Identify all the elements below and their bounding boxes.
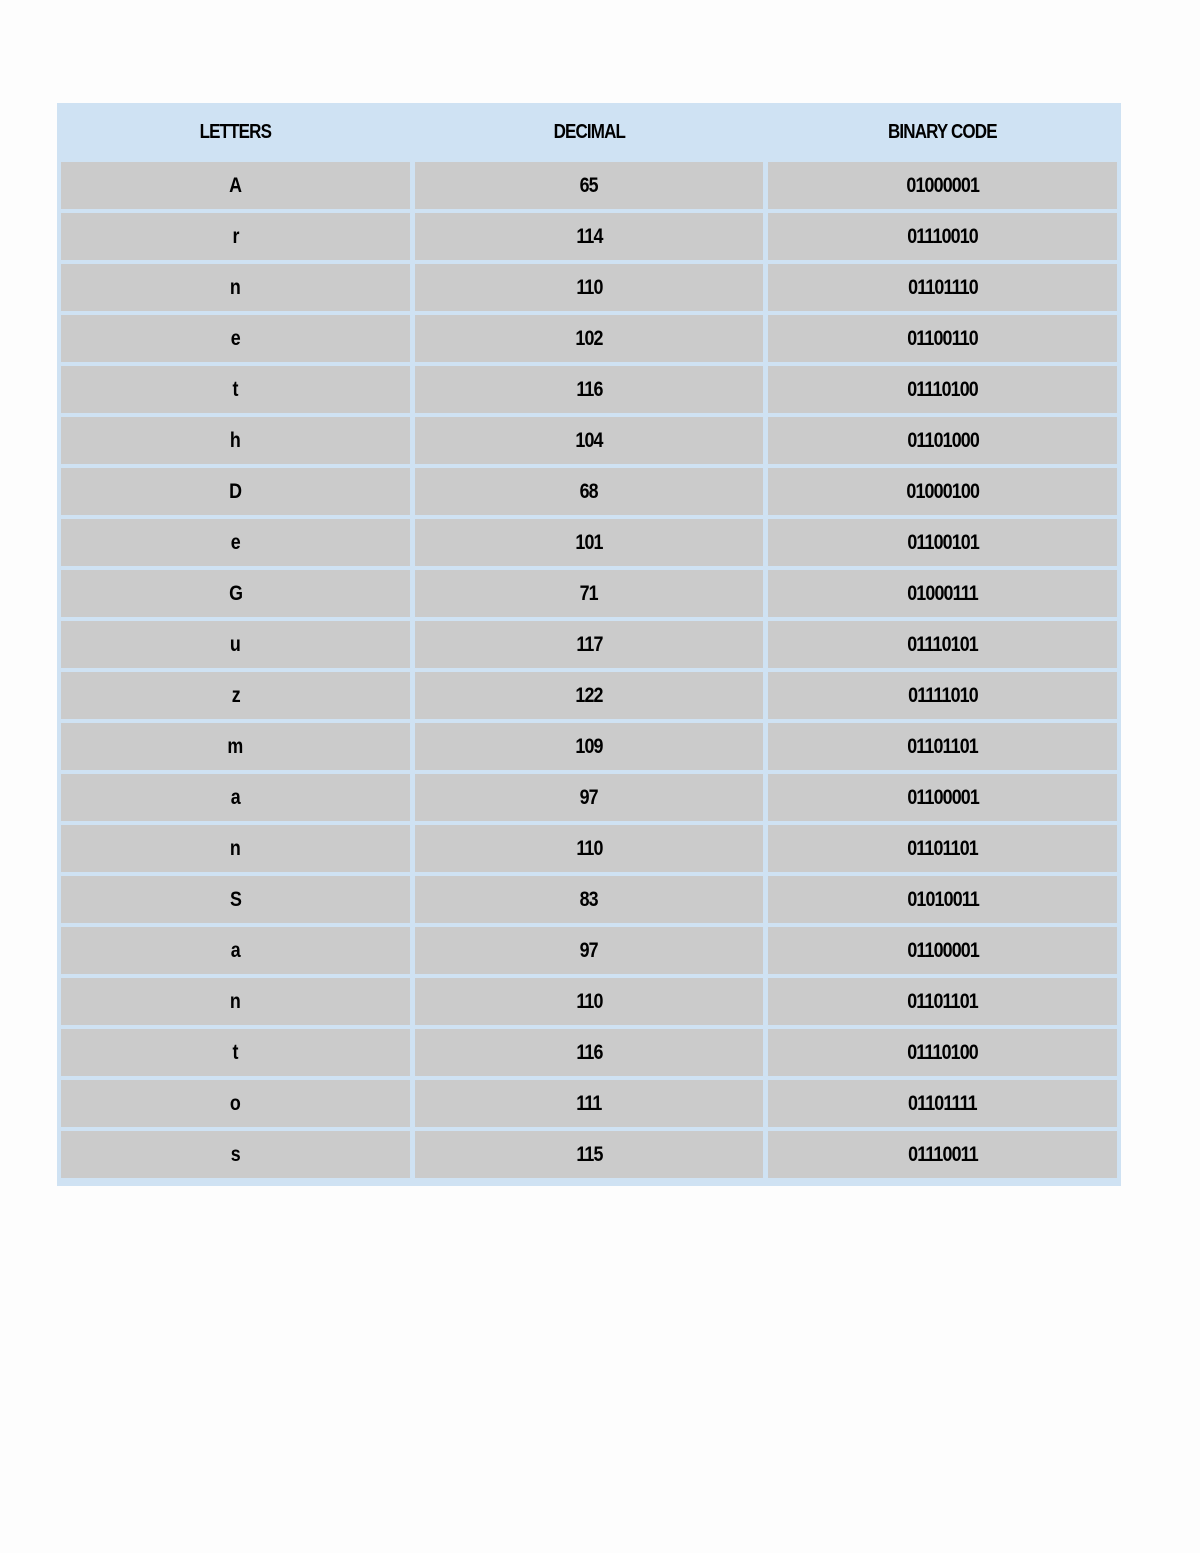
decimal-cell-text: 104 <box>575 428 603 452</box>
decimal-cell <box>415 723 764 770</box>
table-body <box>61 162 1117 1178</box>
decimal-cell <box>415 468 764 515</box>
letter-cell-text: m <box>227 734 243 758</box>
binary-code-cell-text: 01111010 <box>907 683 978 707</box>
letter-cell <box>61 366 410 413</box>
decimal-cell-text: 117 <box>575 632 603 656</box>
letter-cell-text: n <box>230 989 241 1013</box>
column-header-letters: LETTERS <box>87 107 383 158</box>
decimal-cell-text: 116 <box>575 377 603 401</box>
decimal-cell-text: 116 <box>575 1040 603 1064</box>
binary-code-cell <box>768 1029 1117 1076</box>
binary-code-cell <box>768 876 1117 923</box>
decimal-cell-text: 114 <box>575 224 603 248</box>
binary-code-cell-text: 01101101 <box>907 989 978 1013</box>
table-row <box>61 774 1117 821</box>
binary-code-cell-text: 01100101 <box>906 530 979 554</box>
binary-code-cell-text: 01101111 <box>908 1091 978 1115</box>
table-row <box>61 570 1117 617</box>
binary-code-cell <box>768 213 1117 260</box>
binary-code-cell-text: 01100110 <box>907 326 978 350</box>
decimal-cell-text: 115 <box>575 1142 603 1166</box>
letter-cell-text: u <box>230 632 241 656</box>
letter-cell <box>61 978 410 1025</box>
binary-code-cell-text: 01000001 <box>906 173 979 197</box>
binary-code-cell <box>768 978 1117 1025</box>
binary-code-cell-text: 01101101 <box>907 734 978 758</box>
table-row <box>61 825 1117 872</box>
letter-cell <box>61 468 410 515</box>
binary-code-cell <box>768 825 1117 872</box>
decimal-cell <box>415 1029 764 1076</box>
letter-cell-text: o <box>230 1091 241 1115</box>
binary-code-cell-text: 01100001 <box>906 938 979 962</box>
letter-cell-text: S <box>229 887 241 911</box>
decimal-cell <box>415 1131 764 1178</box>
table-row <box>61 417 1117 464</box>
table-row <box>61 366 1117 413</box>
letter-cell <box>61 1080 410 1127</box>
binary-code-cell-text: 01110010 <box>907 224 978 248</box>
binary-code-cell <box>768 1080 1117 1127</box>
letter-cell-text: h <box>230 428 241 452</box>
decimal-cell <box>415 519 764 566</box>
binary-code-cell <box>768 315 1117 362</box>
table-row <box>61 723 1117 770</box>
decimal-cell-text: 122 <box>575 683 603 707</box>
letter-cell-text: D <box>229 479 242 503</box>
decimal-cell-text: 65 <box>579 173 599 197</box>
letter-cell-text: A <box>229 173 242 197</box>
letter-cell-text: a <box>230 785 240 809</box>
decimal-cell <box>415 213 764 260</box>
decimal-cell <box>415 315 764 362</box>
table-row <box>61 1029 1117 1076</box>
letter-cell <box>61 315 410 362</box>
binary-code-table-container <box>57 103 1121 1186</box>
letter-cell-text: z <box>231 683 240 707</box>
table-row <box>61 978 1117 1025</box>
binary-code-cell <box>768 927 1117 974</box>
decimal-cell-text: 83 <box>579 887 599 911</box>
decimal-cell-text: 109 <box>575 734 603 758</box>
decimal-cell <box>415 366 764 413</box>
decimal-cell-text: 101 <box>575 530 603 554</box>
binary-code-table <box>56 103 1122 1182</box>
table-row <box>61 315 1117 362</box>
letter-cell <box>61 825 410 872</box>
decimal-cell-text: 111 <box>576 1091 602 1115</box>
letter-cell-text: n <box>230 836 241 860</box>
decimal-cell-text: 110 <box>575 836 603 860</box>
letter-cell <box>61 1131 410 1178</box>
binary-code-cell-text: 01101110 <box>907 275 978 299</box>
decimal-cell-text: 102 <box>575 326 603 350</box>
letter-cell <box>61 672 410 719</box>
binary-code-cell-text: 01101000 <box>906 428 979 452</box>
binary-code-cell <box>768 162 1117 209</box>
letter-cell <box>61 927 410 974</box>
letter-cell <box>61 162 410 209</box>
decimal-cell <box>415 264 764 311</box>
binary-code-cell <box>768 570 1117 617</box>
letter-cell-text: t <box>232 1040 238 1064</box>
decimal-cell <box>415 825 764 872</box>
decimal-cell <box>415 1080 764 1127</box>
letter-cell-text: e <box>230 326 240 350</box>
binary-code-cell-text: 01110011 <box>907 1142 978 1166</box>
binary-code-cell-text: 01110100 <box>907 1040 978 1064</box>
letter-cell <box>61 774 410 821</box>
decimal-cell <box>415 162 764 209</box>
decimal-cell <box>415 417 764 464</box>
table-row <box>61 519 1117 566</box>
table-row <box>61 162 1117 209</box>
binary-code-cell <box>768 366 1117 413</box>
binary-code-cell <box>768 417 1117 464</box>
letter-cell-text: r <box>232 224 239 248</box>
letter-cell <box>61 723 410 770</box>
column-header-binary-code: BINARY CODE <box>794 107 1090 158</box>
table-header-row <box>61 107 1117 158</box>
binary-code-cell-text: 01000100 <box>906 479 979 503</box>
letter-cell <box>61 417 410 464</box>
letter-cell <box>61 213 410 260</box>
binary-code-cell-text: 01110101 <box>907 632 978 656</box>
binary-code-cell <box>768 621 1117 668</box>
letter-cell-text: e <box>230 530 240 554</box>
binary-code-cell-text: 01100001 <box>906 785 979 809</box>
letter-cell <box>61 519 410 566</box>
decimal-cell <box>415 621 764 668</box>
decimal-cell-text: 110 <box>575 989 603 1013</box>
table-row <box>61 876 1117 923</box>
table-row <box>61 672 1117 719</box>
binary-code-cell <box>768 774 1117 821</box>
binary-code-cell <box>768 468 1117 515</box>
decimal-cell-text: 97 <box>579 938 599 962</box>
binary-code-cell <box>768 264 1117 311</box>
binary-code-cell-text: 01000111 <box>907 581 978 605</box>
binary-code-cell <box>768 1131 1117 1178</box>
letter-cell-text: a <box>230 938 240 962</box>
binary-code-cell-text: 01101101 <box>907 836 978 860</box>
letter-cell-text: n <box>230 275 241 299</box>
table-row <box>61 264 1117 311</box>
decimal-cell <box>415 978 764 1025</box>
letter-cell <box>61 264 410 311</box>
letter-cell-text: G <box>228 581 242 605</box>
letter-cell <box>61 570 410 617</box>
decimal-cell <box>415 570 764 617</box>
decimal-cell-text: 71 <box>579 581 599 605</box>
binary-code-cell-text: 01010011 <box>906 887 979 911</box>
table-row <box>61 1131 1117 1178</box>
letter-cell-text: t <box>232 377 238 401</box>
decimal-cell-text: 97 <box>579 785 599 809</box>
binary-code-cell <box>768 519 1117 566</box>
binary-code-cell <box>768 672 1117 719</box>
decimal-cell-text: 110 <box>575 275 603 299</box>
table-row <box>61 621 1117 668</box>
binary-code-cell <box>768 723 1117 770</box>
binary-code-cell-text: 01110100 <box>907 377 978 401</box>
table-row <box>61 927 1117 974</box>
letter-cell <box>61 1029 410 1076</box>
letter-cell <box>61 621 410 668</box>
decimal-cell <box>415 774 764 821</box>
table-row <box>61 1080 1117 1127</box>
table-row <box>61 468 1117 515</box>
decimal-cell <box>415 927 764 974</box>
decimal-cell-text: 68 <box>579 479 599 503</box>
letter-cell <box>61 876 410 923</box>
decimal-cell <box>415 672 764 719</box>
decimal-cell <box>415 876 764 923</box>
letter-cell-text: s <box>230 1142 240 1166</box>
table-row <box>61 213 1117 260</box>
column-header-decimal: DECIMAL <box>441 107 737 158</box>
